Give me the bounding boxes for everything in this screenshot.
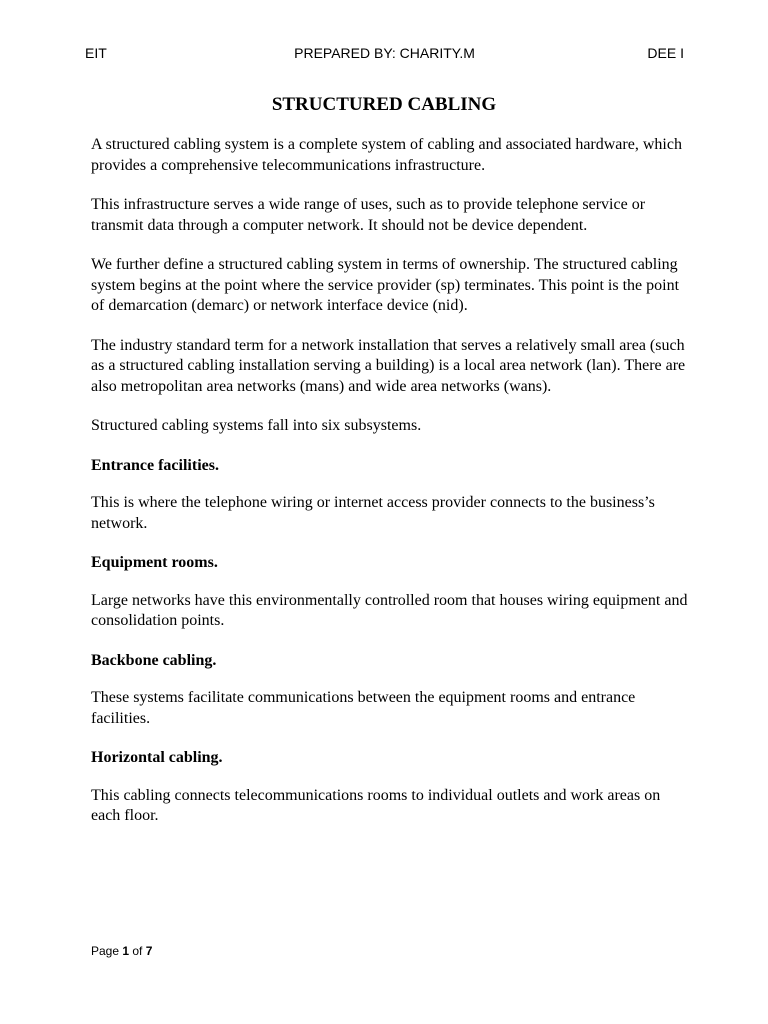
paragraph: A structured cabling system is a complete system of cabling and associated hardware, which provides a comprehensive telecommunications infrastructure.	[91, 136, 682, 174]
section-heading: Backbone cabling.	[91, 651, 217, 669]
header-right-text: DEE I	[647, 45, 684, 61]
section-text: This cabling connects telecommunications rooms to individual outlets and work areas on each floor.	[91, 786, 661, 824]
paragraph: We further define a structured cabling system in terms of ownership. The structured cabling system begins at the point where the service provider (sp) terminates. This point is the point of demarcation (demarc) or network interface device (nid).	[91, 256, 680, 314]
section-heading: Equipment rooms.	[91, 554, 218, 571]
page-footer	[91, 944, 152, 958]
header-center-text: PREPARED BY: CHARITY.M	[294, 45, 475, 61]
page-label: Page	[91, 944, 123, 958]
of-label: of	[129, 944, 146, 958]
section-heading: Horizontal cabling.	[91, 749, 223, 766]
paragraph: The industry standard term for a network installation that serves a relatively small area (such as a structured cabling installation serving a building) is a local area network (lan). There are also metropolitan area networks (mans) and wide area networks (wans).	[91, 336, 686, 395]
section-text: Large networks have this environmentally controlled room that houses wiring equipment and consolidation points.	[91, 591, 688, 629]
header-left-text: EIT	[85, 45, 107, 61]
total-pages-number: 7	[145, 944, 153, 958]
paragraph: Structured cabling systems fall into six subsystems.	[91, 417, 422, 434]
section-heading: Entrance facilities.	[91, 456, 219, 474]
current-page-number: 1	[122, 944, 130, 958]
section-text: This is where the telephone wiring or internet access provider connects to the business’s network.	[91, 494, 655, 532]
page-header	[85, 45, 684, 65]
section-text: These systems facilitate communications between the equipment rooms and entrance facilities.	[91, 689, 636, 727]
paragraph: This infrastructure serves a wide range of uses, such as to provide telephone service or transmit data through a computer network. It should not be device dependent.	[91, 196, 646, 234]
document-body	[91, 135, 691, 846]
document-title: STRUCTURED CABLING	[271, 94, 497, 115]
